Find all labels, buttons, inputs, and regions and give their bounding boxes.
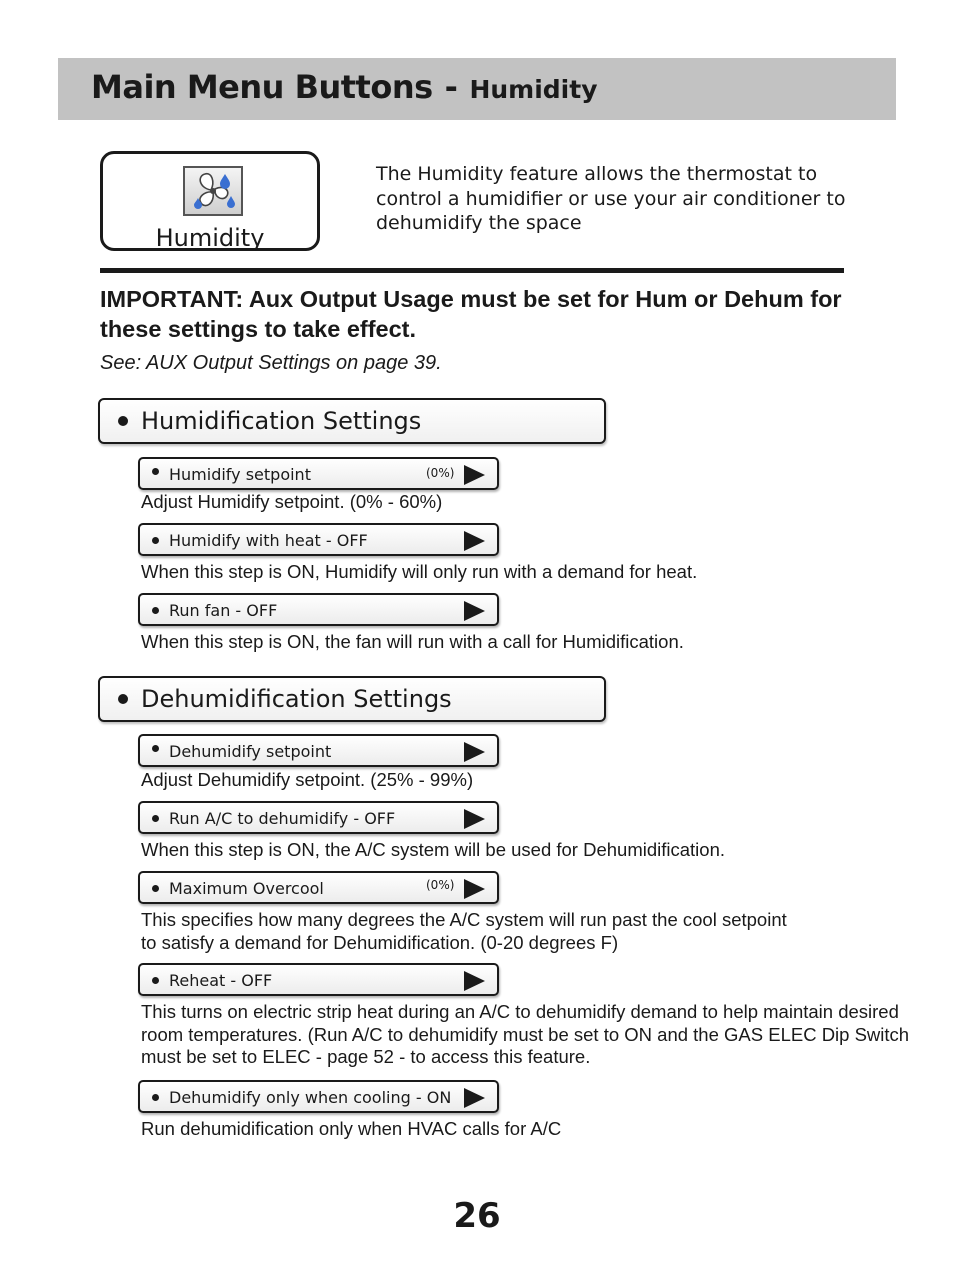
bullet-icon: [152, 607, 159, 614]
humidification-settings-header[interactable]: [98, 398, 606, 444]
play-arrow-icon: [464, 601, 485, 621]
setting-description: When this step is ON, the fan will run with a call for Humidification.: [141, 631, 684, 652]
bullet-icon: [118, 416, 128, 426]
bullet-icon: [152, 537, 159, 544]
play-arrow-icon: [464, 879, 485, 899]
bullet-icon: [152, 815, 159, 822]
bullet-icon: [118, 694, 128, 704]
setting-description: When this step is ON, Humidify will only run with a demand for heat.: [141, 561, 698, 582]
setting-value: (0%): [426, 878, 455, 892]
setting-description: Adjust Humidify setpoint. (0% - 60%): [141, 491, 443, 512]
setting-description: Adjust Dehumidify setpoint. (25% - 99%): [141, 769, 474, 790]
header-band: [58, 58, 896, 120]
play-arrow-icon: [464, 971, 485, 991]
run-fan-button[interactable]: [138, 593, 499, 626]
dehumidify-setpoint-button[interactable]: [138, 734, 499, 767]
play-arrow-icon: [464, 809, 485, 829]
setting-label: Dehumidify setpoint: [169, 742, 332, 761]
section-label: Humidification Settings: [141, 407, 422, 435]
dehumidification-settings-header[interactable]: [98, 676, 606, 722]
bullet-icon: [152, 1094, 159, 1101]
humidity-menu-button[interactable]: [100, 151, 320, 251]
bullet-icon: [152, 468, 159, 475]
setting-label: Reheat - OFF: [169, 971, 273, 990]
humidity-fan-icon: [183, 166, 243, 216]
humidify-setpoint-button[interactable]: [138, 457, 499, 490]
play-arrow-icon: [464, 742, 485, 762]
play-arrow-icon: [464, 531, 485, 551]
divider-rule: [100, 268, 844, 273]
bullet-icon: [152, 745, 159, 752]
reheat-button[interactable]: [138, 963, 499, 996]
important-notice: IMPORTANT: Aux Output Usage must be set for Hum or Dehum for these settings to take effect.: [100, 286, 842, 342]
page-subtitle: Humidity: [469, 75, 598, 104]
bullet-icon: [152, 977, 159, 984]
play-arrow-icon: [464, 465, 485, 485]
bullet-icon: [152, 885, 159, 892]
play-arrow-icon: [464, 1088, 485, 1108]
setting-description: This specifies how many degrees the A/C system will run past the cool setpoint to satisfy a demand for Dehumidification. (0-20 degrees F): [141, 909, 787, 953]
section-label: Dehumidification Settings: [141, 685, 452, 713]
title-separator: -: [444, 68, 458, 106]
run-ac-dehumidify-button[interactable]: [138, 801, 499, 834]
dehumidify-only-cooling-button[interactable]: [138, 1080, 499, 1113]
maximum-overcool-button[interactable]: [138, 871, 499, 904]
setting-label: Humidify with heat - OFF: [169, 531, 368, 550]
feature-description: The Humidity feature allows the thermostat to control a humidifier or use your air conditioner to dehumidify the space: [376, 163, 846, 234]
page-title-main: Main Menu Buttons: [91, 68, 433, 106]
setting-value: (0%): [426, 466, 455, 480]
setting-label: Humidify setpoint: [169, 465, 311, 484]
see-reference: See: AUX Output Settings on page 39.: [100, 352, 442, 374]
humidity-button-label: Humidity: [155, 224, 265, 252]
setting-label: Maximum Overcool: [169, 879, 324, 898]
setting-label: Run fan - OFF: [169, 601, 278, 620]
page-number: 26: [453, 1196, 501, 1236]
humidify-with-heat-button[interactable]: [138, 523, 499, 556]
humidity-fan-icon-graphic: [185, 168, 241, 214]
setting-description: When this step is ON, the A/C system will be used for Dehumidification.: [141, 839, 726, 860]
setting-label: Run A/C to dehumidify - OFF: [169, 809, 396, 828]
setting-label: Dehumidify only when cooling - ON: [169, 1088, 452, 1107]
page-title: [91, 68, 598, 106]
setting-description: This turns on electric strip heat during an A/C to dehumidify demand to help maintain desired room temperatures. (Run A/C to dehumidify must be set to ON and the GAS ELEC Dip Switch must be set to ELEC - page 52 - to access this feature.: [141, 1001, 910, 1067]
setting-description: Run dehumidification only when HVAC calls for A/C: [141, 1118, 562, 1139]
